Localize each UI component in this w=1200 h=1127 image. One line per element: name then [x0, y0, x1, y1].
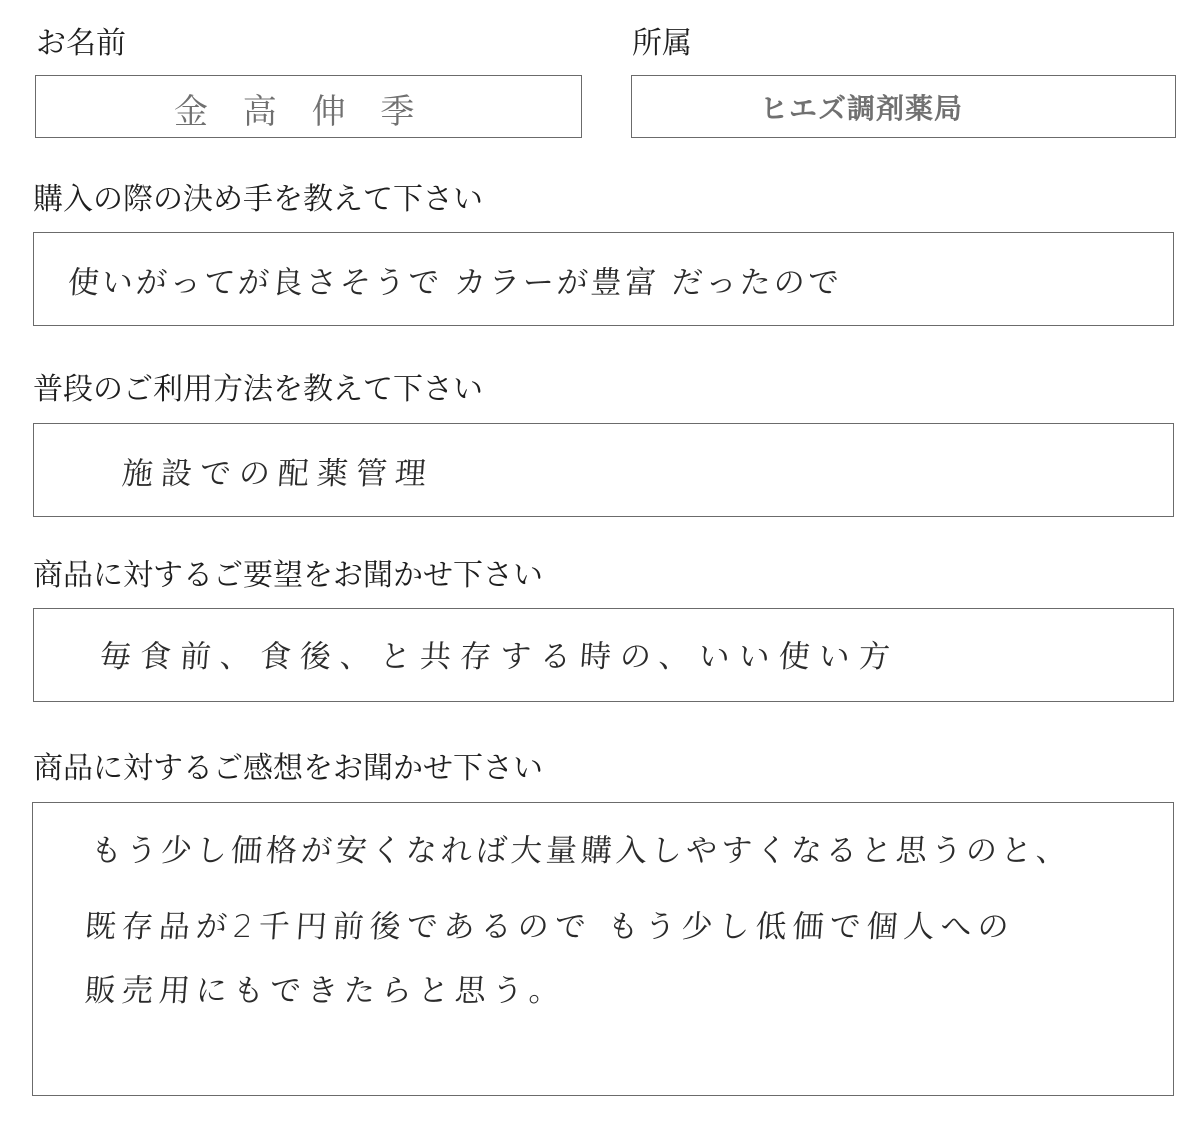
impressions-answer-line-3: 販売用にもできたらと思う。	[83, 973, 568, 1009]
usage-label: 普段のご利用方法を教えて下さい	[33, 372, 483, 407]
usage-field[interactable]	[33, 423, 1174, 517]
requests-label: 商品に対するご要望をお聞かせ下さい	[33, 558, 543, 593]
requests-field[interactable]	[33, 608, 1174, 702]
purchase-reason-answer: 使いがってが良さそうで カラーが豊富 だったので	[66, 265, 843, 301]
requests-answer: 毎食前、食後、と共存する時の、いい使い方	[98, 639, 901, 675]
affiliation-field[interactable]	[631, 75, 1176, 138]
impressions-answer-line-1: もう少し価格が安くなれば大量購入しやすくなると思うのと、	[89, 833, 1073, 869]
name-field[interactable]	[35, 75, 582, 138]
name-stamp-value: 金 高 伸 季	[174, 92, 427, 132]
name-label: お名前	[36, 26, 126, 61]
cropped-footer-text	[36, 1117, 776, 1127]
impressions-label: 商品に対するご感想をお聞かせ下さい	[33, 751, 543, 786]
usage-answer: 施設での配薬管理	[120, 456, 436, 492]
purchase-reason-label: 購入の際の決め手を教えて下さい	[33, 182, 483, 217]
impressions-field[interactable]	[32, 802, 1174, 1096]
purchase-reason-field[interactable]	[33, 232, 1174, 326]
affiliation-label: 所属	[632, 26, 692, 61]
impressions-answer-line-2: 既存品が2千円前後であるので もう少し低価で個人への	[83, 909, 1016, 945]
affiliation-stamp-value: ヒエズ調剤薬局	[760, 92, 964, 125]
